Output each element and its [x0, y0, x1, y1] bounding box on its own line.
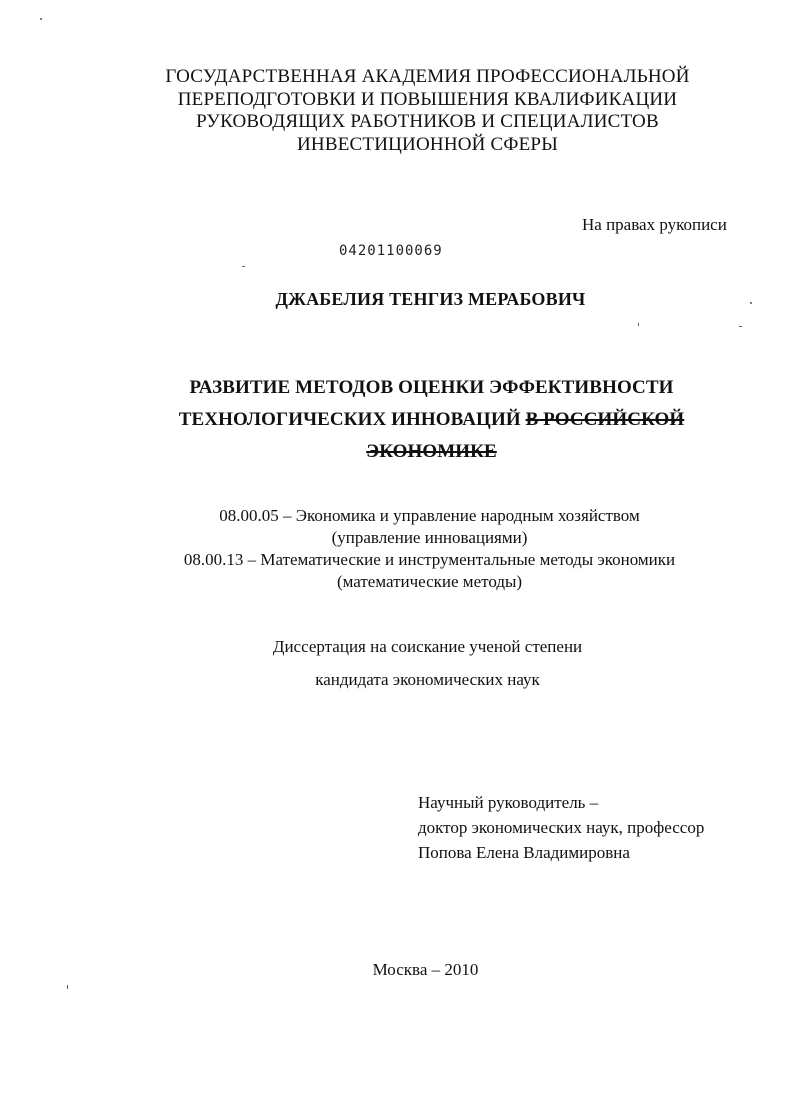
- institution-name: [28, 66, 799, 156]
- supervisor-line: доктор экономических наук, профессор: [418, 818, 705, 837]
- registration-number: 04201100069: [339, 243, 443, 259]
- institution-line: ИНВЕСТИЦИОННОЙ СФЕРЫ: [297, 133, 558, 155]
- specialty-line: 08.00.13 – Математические и инструментальные методы экономики: [183, 550, 676, 569]
- scan-speck: [242, 266, 245, 267]
- scan-speck: [638, 323, 639, 326]
- scan-speck: [739, 326, 742, 327]
- supervisor-line: Научный руководитель –: [418, 793, 599, 812]
- degree-line: Диссертация на соискание ученой степени: [272, 637, 583, 656]
- specialty-line: (математические методы): [336, 572, 523, 591]
- title-struck-text: В РОССИЙСКОЙ: [525, 409, 685, 430]
- title-line-2-main: ТЕХНОЛОГИЧЕСКИХ ИННОВАЦИЙ: [178, 409, 521, 430]
- scan-speck: [40, 18, 42, 20]
- institution-line: ПЕРЕПОДГОТОВКИ И ПОВЫШЕНИЯ КВАЛИФИКАЦИИ: [177, 88, 678, 110]
- scan-speck: [750, 302, 752, 304]
- scientific-supervisor: [418, 790, 704, 865]
- specialty-line: (управление инновациями): [331, 528, 528, 547]
- title-line-2: [32, 404, 799, 436]
- title-struck-text: ЭКОНОМИКЕ: [366, 441, 497, 462]
- author-name: ДЖАБЕЛИЯ ТЕНГИЗ МЕРАБОВИЧ: [275, 289, 586, 309]
- supervisor-line: Попова Елена Владимировна: [418, 843, 630, 862]
- institution-line: ГОСУДАРСТВЕННАЯ АКАДЕМИЯ ПРОФЕССИОНАЛЬНОЙ: [165, 66, 690, 87]
- title-line-1: РАЗВИТИЕ МЕТОДОВ ОЦЕНКИ ЭФФЕКТИВНОСТИ: [189, 377, 674, 398]
- manuscript-note: На правах рукописи: [582, 215, 727, 234]
- scan-speck: [67, 985, 68, 989]
- degree-statement: [28, 630, 799, 696]
- specialty-codes: [30, 505, 799, 593]
- institution-line: РУКОВОДЯЩИХ РАБОТНИКОВ И СПЕЦИАЛИСТОВ: [196, 111, 659, 132]
- degree-line: кандидата экономических наук: [315, 670, 540, 689]
- title-line-3: [32, 436, 799, 468]
- city-year: Москва – 2010: [372, 960, 479, 979]
- dissertation-title: [32, 372, 799, 468]
- specialty-line: 08.00.05 – Экономика и управление народным хозяйством: [219, 506, 640, 525]
